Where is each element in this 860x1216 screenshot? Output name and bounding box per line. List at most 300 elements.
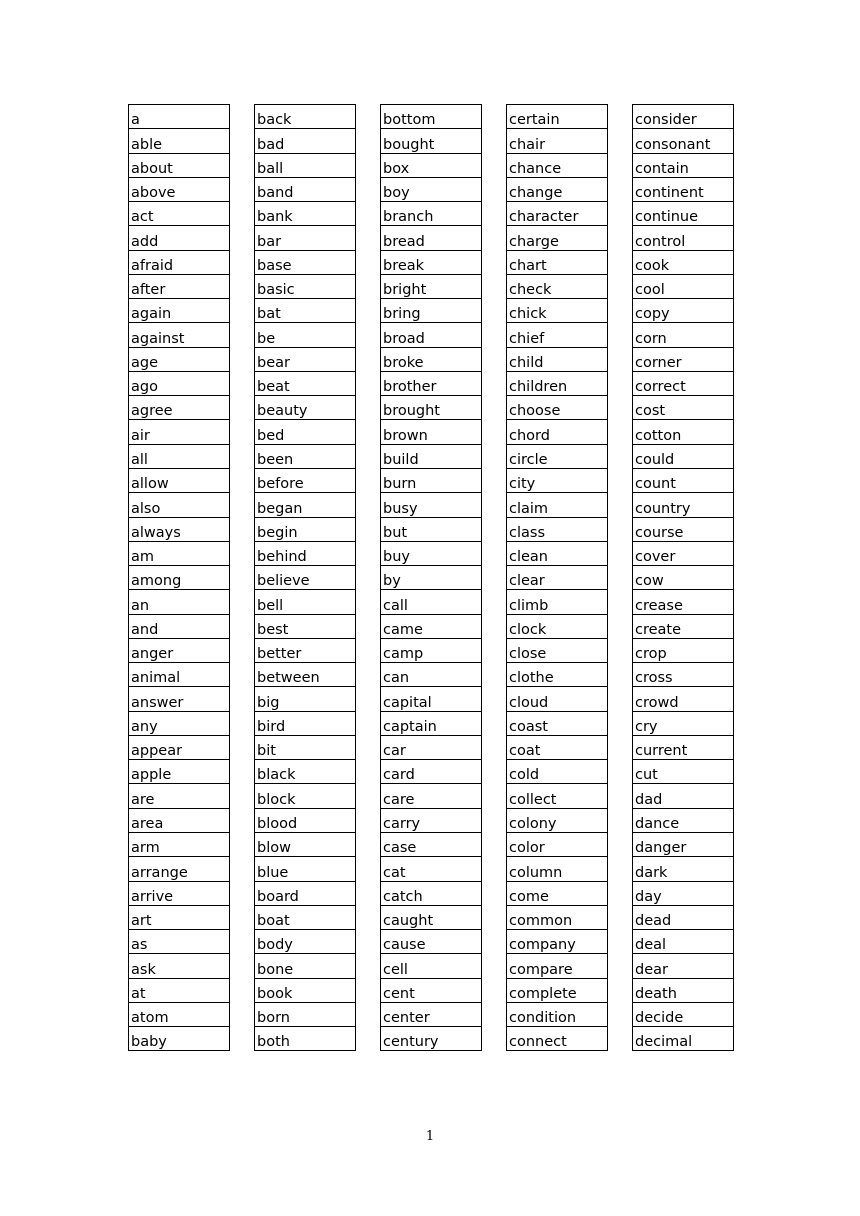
table-row	[255, 1027, 356, 1051]
word-cell: bed	[255, 420, 356, 444]
table-row	[381, 105, 482, 129]
table-row	[507, 347, 608, 371]
table-row	[255, 711, 356, 735]
word-cell: cloud	[507, 687, 608, 711]
table-row	[507, 153, 608, 177]
table-row	[633, 930, 734, 954]
table-row	[507, 420, 608, 444]
word-cell: all	[129, 444, 230, 468]
table-row	[507, 978, 608, 1002]
word-cell: bird	[255, 711, 356, 735]
word-cell: control	[633, 226, 734, 250]
word-cell: crop	[633, 638, 734, 662]
word-cell: column	[507, 857, 608, 881]
table-row	[507, 468, 608, 492]
table-row	[507, 250, 608, 274]
word-cell: dead	[633, 905, 734, 929]
word-cell: circle	[507, 444, 608, 468]
table-row	[507, 493, 608, 517]
table-row	[633, 517, 734, 541]
word-cell: bright	[381, 274, 482, 298]
table-row	[129, 396, 230, 420]
table-row	[129, 153, 230, 177]
table-row	[255, 930, 356, 954]
table-row	[633, 905, 734, 929]
word-cell: bad	[255, 129, 356, 153]
table-row	[507, 517, 608, 541]
word-cell: busy	[381, 493, 482, 517]
word-cell: capital	[381, 687, 482, 711]
word-cell: consider	[633, 105, 734, 129]
word-cell: cause	[381, 930, 482, 954]
word-column-3	[380, 104, 482, 1051]
word-cell: death	[633, 978, 734, 1002]
word-cell: but	[381, 517, 482, 541]
word-cell: best	[255, 614, 356, 638]
table-row	[507, 274, 608, 298]
word-cell: dear	[633, 954, 734, 978]
table-row	[633, 129, 734, 153]
word-cell: cold	[507, 760, 608, 784]
table-row	[381, 371, 482, 395]
table-row	[507, 444, 608, 468]
word-cell: against	[129, 323, 230, 347]
table-row	[255, 371, 356, 395]
word-cell: cool	[633, 274, 734, 298]
word-cell: could	[633, 444, 734, 468]
table-row	[507, 323, 608, 347]
word-cell: chair	[507, 129, 608, 153]
word-cell: broad	[381, 323, 482, 347]
table-row	[129, 299, 230, 323]
word-cell: crowd	[633, 687, 734, 711]
word-cell: began	[255, 493, 356, 517]
word-cell: continent	[633, 177, 734, 201]
word-cell: above	[129, 177, 230, 201]
word-cell: be	[255, 323, 356, 347]
word-cell: bring	[381, 299, 482, 323]
word-cell: compare	[507, 954, 608, 978]
table-row	[255, 493, 356, 517]
word-cell: company	[507, 930, 608, 954]
word-cell: blue	[255, 857, 356, 881]
word-cell: better	[255, 638, 356, 662]
table-row	[381, 129, 482, 153]
word-cell: dad	[633, 784, 734, 808]
table-row	[381, 881, 482, 905]
table-row	[129, 832, 230, 856]
table-row	[507, 1002, 608, 1026]
word-cell: chance	[507, 153, 608, 177]
table-row	[633, 177, 734, 201]
table-row	[129, 493, 230, 517]
table-row	[129, 954, 230, 978]
table-row	[381, 954, 482, 978]
table-row	[255, 396, 356, 420]
word-cell: choose	[507, 396, 608, 420]
table-row	[129, 784, 230, 808]
table-row	[507, 881, 608, 905]
word-cell: camp	[381, 638, 482, 662]
table-row	[255, 177, 356, 201]
table-row	[381, 760, 482, 784]
table-row	[129, 1027, 230, 1051]
word-cell: book	[255, 978, 356, 1002]
word-cell: course	[633, 517, 734, 541]
table-row	[129, 711, 230, 735]
table-row	[633, 274, 734, 298]
table-row	[633, 105, 734, 129]
table-row	[129, 129, 230, 153]
word-cell: block	[255, 784, 356, 808]
table-row	[255, 760, 356, 784]
word-cell: cent	[381, 978, 482, 1002]
word-cell: appear	[129, 735, 230, 759]
table-row	[255, 832, 356, 856]
word-cell: blood	[255, 808, 356, 832]
word-cell: call	[381, 590, 482, 614]
word-cell: brown	[381, 420, 482, 444]
table-row	[381, 905, 482, 929]
word-cell: at	[129, 978, 230, 1002]
word-cell: collect	[507, 784, 608, 808]
table-row	[633, 371, 734, 395]
table-row	[507, 129, 608, 153]
table-row	[129, 1002, 230, 1026]
word-cell: body	[255, 930, 356, 954]
word-cell: back	[255, 105, 356, 129]
table-row	[381, 687, 482, 711]
word-cell: colony	[507, 808, 608, 832]
table-row	[381, 444, 482, 468]
table-row	[381, 420, 482, 444]
table-row	[129, 420, 230, 444]
word-cell: box	[381, 153, 482, 177]
word-cell: animal	[129, 663, 230, 687]
table-row	[381, 930, 482, 954]
word-cell: basic	[255, 274, 356, 298]
word-cell: again	[129, 299, 230, 323]
table-row	[507, 711, 608, 735]
table-row	[381, 978, 482, 1002]
table-row	[507, 299, 608, 323]
table-row	[507, 566, 608, 590]
word-cell: ago	[129, 371, 230, 395]
word-cell: beauty	[255, 396, 356, 420]
word-cell: current	[633, 735, 734, 759]
table-row	[381, 1002, 482, 1026]
word-cell: condition	[507, 1002, 608, 1026]
word-cell: character	[507, 202, 608, 226]
table-row	[633, 493, 734, 517]
table-row	[507, 930, 608, 954]
word-cell: an	[129, 590, 230, 614]
word-cell: day	[633, 881, 734, 905]
table-row	[381, 153, 482, 177]
word-cell: base	[255, 250, 356, 274]
table-row	[255, 468, 356, 492]
word-cell: chick	[507, 299, 608, 323]
table-row	[381, 347, 482, 371]
word-cell: dark	[633, 857, 734, 881]
word-cell: been	[255, 444, 356, 468]
table-row	[255, 566, 356, 590]
word-cell: cry	[633, 711, 734, 735]
table-row	[255, 153, 356, 177]
word-cell: case	[381, 832, 482, 856]
table-row	[633, 153, 734, 177]
table-row	[381, 808, 482, 832]
word-cell: car	[381, 735, 482, 759]
word-cell: danger	[633, 832, 734, 856]
word-cell: common	[507, 905, 608, 929]
word-cell: cover	[633, 541, 734, 565]
word-cell: agree	[129, 396, 230, 420]
table-row	[633, 226, 734, 250]
word-cell: among	[129, 566, 230, 590]
table-row	[255, 1002, 356, 1026]
word-cell: bread	[381, 226, 482, 250]
word-cell: corner	[633, 347, 734, 371]
word-cell: bell	[255, 590, 356, 614]
table-row	[507, 371, 608, 395]
word-cell: bear	[255, 347, 356, 371]
table-row	[129, 371, 230, 395]
table-row	[507, 905, 608, 929]
word-cell: chief	[507, 323, 608, 347]
word-cell: carry	[381, 808, 482, 832]
table-row	[507, 105, 608, 129]
word-cell: contain	[633, 153, 734, 177]
table-row	[381, 663, 482, 687]
table-row	[255, 905, 356, 929]
table-row	[507, 808, 608, 832]
word-column-1	[128, 104, 230, 1051]
table-row	[129, 177, 230, 201]
table-row	[129, 760, 230, 784]
word-cell: bit	[255, 735, 356, 759]
table-row	[507, 614, 608, 638]
word-cell: ball	[255, 153, 356, 177]
word-cell: board	[255, 881, 356, 905]
word-cell: complete	[507, 978, 608, 1002]
word-cell: color	[507, 832, 608, 856]
table-row	[255, 857, 356, 881]
table-row	[255, 226, 356, 250]
table-row	[129, 226, 230, 250]
table-row	[507, 735, 608, 759]
table-row	[633, 1027, 734, 1051]
table-row	[381, 566, 482, 590]
table-row	[129, 663, 230, 687]
table-row	[381, 274, 482, 298]
table-row	[633, 396, 734, 420]
word-cell: about	[129, 153, 230, 177]
word-cell: build	[381, 444, 482, 468]
word-cell: able	[129, 129, 230, 153]
word-cell: came	[381, 614, 482, 638]
table-row	[129, 566, 230, 590]
table-row	[129, 444, 230, 468]
word-cell: buy	[381, 541, 482, 565]
table-row	[381, 177, 482, 201]
word-cell: charge	[507, 226, 608, 250]
word-cell: create	[633, 614, 734, 638]
word-cell: climb	[507, 590, 608, 614]
word-cell: continue	[633, 202, 734, 226]
table-row	[129, 857, 230, 881]
table-row	[507, 954, 608, 978]
word-cell: caught	[381, 905, 482, 929]
table-row	[507, 687, 608, 711]
word-cell: center	[381, 1002, 482, 1026]
table-row	[129, 347, 230, 371]
word-cell: branch	[381, 202, 482, 226]
word-cell: arm	[129, 832, 230, 856]
word-cell: beat	[255, 371, 356, 395]
table-row	[633, 687, 734, 711]
word-cell: deal	[633, 930, 734, 954]
word-cell: cost	[633, 396, 734, 420]
table-row	[633, 954, 734, 978]
word-cell: act	[129, 202, 230, 226]
table-row	[255, 444, 356, 468]
table-row	[255, 954, 356, 978]
word-cell: count	[633, 468, 734, 492]
table-row	[633, 541, 734, 565]
word-cell: ask	[129, 954, 230, 978]
word-cell: brought	[381, 396, 482, 420]
word-cell: decimal	[633, 1027, 734, 1051]
word-cell: and	[129, 614, 230, 638]
table-row	[507, 541, 608, 565]
table-row	[129, 590, 230, 614]
table-row	[255, 735, 356, 759]
word-cell: burn	[381, 468, 482, 492]
word-cell: change	[507, 177, 608, 201]
word-cell: begin	[255, 517, 356, 541]
table-row	[633, 760, 734, 784]
word-cell: arrive	[129, 881, 230, 905]
word-cell: connect	[507, 1027, 608, 1051]
table-row	[129, 202, 230, 226]
table-row	[507, 784, 608, 808]
table-row	[381, 323, 482, 347]
word-column-2	[254, 104, 356, 1051]
word-cell: age	[129, 347, 230, 371]
word-cell: between	[255, 663, 356, 687]
table-row	[381, 590, 482, 614]
table-row	[507, 663, 608, 687]
table-row	[633, 978, 734, 1002]
word-cell: believe	[255, 566, 356, 590]
table-row	[129, 614, 230, 638]
table-row	[633, 590, 734, 614]
table-row	[507, 638, 608, 662]
word-cell: am	[129, 541, 230, 565]
word-cell: card	[381, 760, 482, 784]
word-cell: a	[129, 105, 230, 129]
word-cell: black	[255, 760, 356, 784]
word-cell: blow	[255, 832, 356, 856]
word-cell: anger	[129, 638, 230, 662]
word-cell: atom	[129, 1002, 230, 1026]
word-cell: clean	[507, 541, 608, 565]
word-cell: cook	[633, 250, 734, 274]
table-row	[633, 444, 734, 468]
word-cell: both	[255, 1027, 356, 1051]
word-cell: any	[129, 711, 230, 735]
table-row	[633, 808, 734, 832]
table-row	[633, 832, 734, 856]
table-row	[507, 177, 608, 201]
table-row	[129, 687, 230, 711]
word-cell: brother	[381, 371, 482, 395]
word-cell: by	[381, 566, 482, 590]
table-row	[255, 978, 356, 1002]
table-row	[633, 881, 734, 905]
table-row	[381, 541, 482, 565]
word-cell: come	[507, 881, 608, 905]
table-row	[507, 202, 608, 226]
word-cell: bat	[255, 299, 356, 323]
table-row	[633, 638, 734, 662]
word-cell: certain	[507, 105, 608, 129]
table-row	[255, 202, 356, 226]
table-row	[381, 614, 482, 638]
word-cell: cross	[633, 663, 734, 687]
word-cell: copy	[633, 299, 734, 323]
table-row	[633, 468, 734, 492]
word-cell: bought	[381, 129, 482, 153]
table-row	[633, 347, 734, 371]
table-row	[633, 663, 734, 687]
word-cell: country	[633, 493, 734, 517]
table-row	[381, 250, 482, 274]
table-row	[129, 541, 230, 565]
table-row	[381, 1027, 482, 1051]
table-row	[255, 323, 356, 347]
word-cell: always	[129, 517, 230, 541]
table-row	[507, 396, 608, 420]
word-cell: corn	[633, 323, 734, 347]
table-row	[129, 468, 230, 492]
word-cell: after	[129, 274, 230, 298]
word-cell: child	[507, 347, 608, 371]
table-row	[129, 250, 230, 274]
table-row	[255, 347, 356, 371]
table-row	[633, 857, 734, 881]
table-row	[507, 857, 608, 881]
word-cell: cut	[633, 760, 734, 784]
word-cell: afraid	[129, 250, 230, 274]
table-row	[255, 881, 356, 905]
word-cell: clothe	[507, 663, 608, 687]
word-cell: cotton	[633, 420, 734, 444]
table-row	[381, 202, 482, 226]
table-row	[255, 129, 356, 153]
word-cell: bank	[255, 202, 356, 226]
table-row	[255, 105, 356, 129]
word-cell: claim	[507, 493, 608, 517]
table-row	[129, 105, 230, 129]
word-cell: clock	[507, 614, 608, 638]
table-row	[381, 226, 482, 250]
word-cell: bone	[255, 954, 356, 978]
word-cell: behind	[255, 541, 356, 565]
table-row	[633, 566, 734, 590]
word-cell: catch	[381, 881, 482, 905]
